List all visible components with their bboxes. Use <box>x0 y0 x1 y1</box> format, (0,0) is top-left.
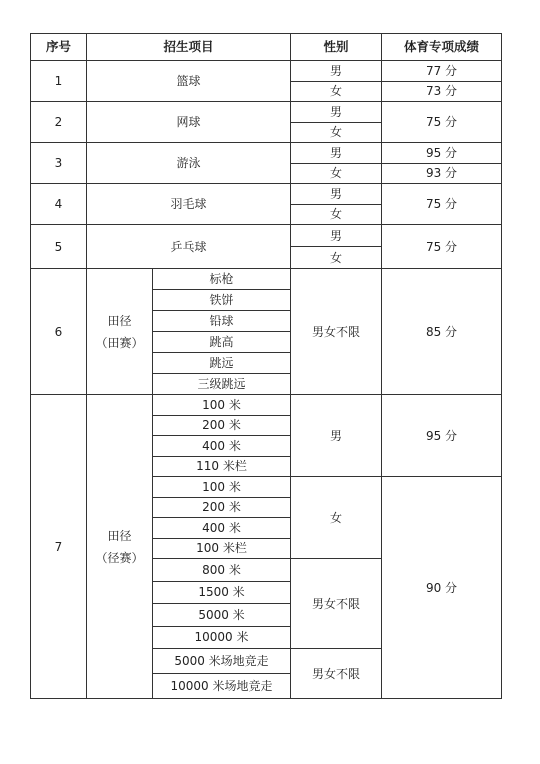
score-cell: 75 分 <box>382 184 502 225</box>
admission-score-table <box>30 33 502 699</box>
event-cell: 400 米 <box>153 518 291 539</box>
event-cell: 铁饼 <box>153 290 291 311</box>
project-name: 羽毛球 <box>87 184 291 225</box>
event-cell: 10000 米 <box>153 626 291 649</box>
event-cell: 跳高 <box>153 332 291 353</box>
header-project: 招生项目 <box>87 34 291 61</box>
event-cell: 10000 米场地竞走 <box>153 674 291 699</box>
category-label: 田径 <box>107 528 132 543</box>
table-row <box>31 395 502 416</box>
event-cell: 100 米栏 <box>153 538 291 559</box>
subcategory-label: （径赛） <box>95 550 144 565</box>
project-name: 篮球 <box>87 61 291 102</box>
event-cell: 1500 米 <box>153 581 291 604</box>
gender-cell: 女 <box>291 247 382 269</box>
event-cell: 100 米 <box>153 477 291 498</box>
event-cell: 100 米 <box>153 395 291 416</box>
event-cell: 5000 米场地竞走 <box>153 649 291 674</box>
score-cell: 93 分 <box>382 163 502 184</box>
table-row <box>31 143 502 164</box>
project-name: 游泳 <box>87 143 291 184</box>
row-number: 5 <box>31 225 87 269</box>
gender-cell: 女 <box>291 477 382 559</box>
gender-cell: 男女不限 <box>291 269 382 395</box>
gender-cell: 男 <box>291 143 382 164</box>
row-number: 7 <box>31 395 87 699</box>
event-cell: 三级跳远 <box>153 374 291 395</box>
event-cell: 200 米 <box>153 415 291 436</box>
table-row <box>31 102 502 123</box>
event-cell: 跳远 <box>153 353 291 374</box>
category-cell <box>87 269 153 395</box>
score-cell: 75 分 <box>382 225 502 269</box>
row-number: 2 <box>31 102 87 143</box>
table-header-row <box>31 34 502 61</box>
event-cell: 铅球 <box>153 311 291 332</box>
score-cell: 77 分 <box>382 61 502 82</box>
row-number: 6 <box>31 269 87 395</box>
header-score: 体育专项成绩 <box>382 34 502 61</box>
gender-cell: 女 <box>291 122 382 143</box>
event-cell: 800 米 <box>153 559 291 582</box>
category-label: 田径 <box>107 313 132 328</box>
table-row <box>31 225 502 247</box>
table-row <box>31 61 502 82</box>
gender-cell: 男 <box>291 102 382 123</box>
category-cell <box>87 395 153 699</box>
score-cell: 95 分 <box>382 143 502 164</box>
subcategory-label: （田赛） <box>95 335 144 350</box>
event-cell: 5000 米 <box>153 604 291 627</box>
gender-cell: 男 <box>291 395 382 477</box>
header-no: 序号 <box>31 34 87 61</box>
event-cell: 200 米 <box>153 497 291 518</box>
gender-cell: 女 <box>291 163 382 184</box>
project-name: 乒乓球 <box>87 225 291 269</box>
table-row <box>31 184 502 205</box>
event-cell: 400 米 <box>153 436 291 457</box>
table-row <box>31 269 502 290</box>
score-cell: 85 分 <box>382 269 502 395</box>
row-number: 1 <box>31 61 87 102</box>
row-number: 3 <box>31 143 87 184</box>
gender-cell: 男女不限 <box>291 559 382 649</box>
gender-cell: 女 <box>291 81 382 102</box>
gender-cell: 男女不限 <box>291 649 382 699</box>
event-cell: 110 米栏 <box>153 456 291 477</box>
score-cell: 90 分 <box>382 477 502 699</box>
header-gender: 性别 <box>291 34 382 61</box>
score-cell: 95 分 <box>382 395 502 477</box>
gender-cell: 男 <box>291 184 382 205</box>
gender-cell: 男 <box>291 225 382 247</box>
score-cell: 73 分 <box>382 81 502 102</box>
gender-cell: 男 <box>291 61 382 82</box>
project-name: 网球 <box>87 102 291 143</box>
event-cell: 标枪 <box>153 269 291 290</box>
gender-cell: 女 <box>291 204 382 225</box>
score-cell: 75 分 <box>382 102 502 143</box>
row-number: 4 <box>31 184 87 225</box>
